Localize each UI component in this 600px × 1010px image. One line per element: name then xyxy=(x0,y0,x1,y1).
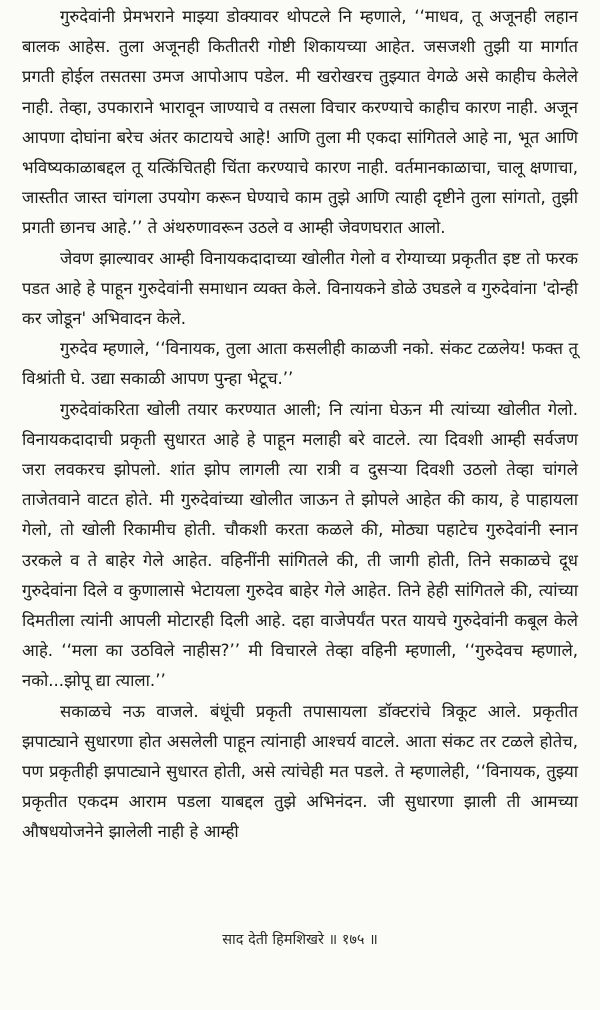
page-footer: साद देती हिमशिखरे ॥ १७५ ॥ xyxy=(222,932,378,948)
paragraph-2: जेवण झाल्यावर आम्ही विनायकदादाच्या खोलीत गेलो व रोग्याच्या प्रकृतीत इष्ट तो फरक पडत आहे हे पाहून गुरुदेवांनी समाधान व्यक्त केले. विनायकने डोळे उघडले व गुरुदेवांना 'दोन्ही कर जोडून' अभिवादन केले. xyxy=(22,248,578,329)
paragraph-4: गुरुदेवांकरिता खोली तयार करण्यात आली; नि त्यांना घेऊन मी त्यांच्या खोलीत गेलो. विनायकदादाची प्रकृती सुधारत आहे हे पाहून मलाही बरे वाटले. त्या दिवशी आम्ही सर्वजण जरा लवकरच झोपलो. शांत झोप लागली त्या रात्री व दुसऱ्या दिवशी उठलो तेव्हा चांगले ताजेतवाने वाटत होते. मी गुरुदेवांच्या खोलीत जाऊन ते झोपले आहेत की काय, हे पाहायला गेलो, तो खोली रिकामीच होती. चौकशी करता कळले की, मोठ्या पहाटेच गुरुदेवांनी स्नान उरकले व ते बाहेर गेले आहेत. वहिनींनी सांगितले की, ती जागी होती, तिने सकाळचे दूध गुरुदेवांना दिले व कुणालासे भेटायला गुरुदेव बाहेर गेले आहेत. तिने हेही सांगितले की, त्यांच्या दिमतीला त्यांनी आपली मोटारही दिली आहे. दहा वाजेपर्यंत परत यायचे गुरुदेवांनी कबूल केले आहे. ‘‘मला का उठविले नाहीस?’’ मी विचारले तेव्हा वहिनी म्हणाली, ‘‘गुरुदेवच म्हणाले, नको...झोपू द्या त्याला.’’ xyxy=(22,399,578,691)
paragraph-5: सकाळचे नऊ वाजले. बंधूंची प्रकृती तपासायला डॉक्टरांचे त्रिकूट आले. प्रकृतीत झपाट्याने सुधारणा होत असलेली पाहून त्यांनाही आश्चर्य वाटले. आता संकट तर टळले होतेच, पण प्रकृतीही झपाट्याने सुधारत होती, असे त्यांचेही मत पडले. ते म्हणालेही, ‘‘विनायक, तुझ्या प्रकृतीत एकदम आराम पडला याबद्दल तुझे अभिनंदन. जी सुधारणा झाली ती आमच्या औषधयोजनेने झालेली नाही हे आम्ही xyxy=(22,701,578,842)
paragraph-3: गुरुदेव म्हणाले, ‘‘विनायक, तुला आता कसलीही काळजी नको. संकट टळलेय! फक्त तू विश्रांती घे. उद्या सकाळी आपण पुन्हा भेटूच.’’ xyxy=(22,339,578,389)
body-text xyxy=(22,2,578,848)
paragraph-1: गुरुदेवांनी प्रेमभराने माझ्या डोक्यावर थोपटले नि म्हणाले, ‘‘माधव, तू अजूनही लहान बालक आहेस. तुला अजूनही कितीतरी गोष्टी शिकायच्या आहेत. जसजशी तुझी या मार्गात प्रगती होईल तसतसा उमज आपोआप पडेल. मी खरोखरच तुझ्यात वेगळे असे काहीच केलेले नाही. तेव्हा, उपकाराने भारावून जाण्याचे व तसला विचार करण्याचे काहीच कारण नाही. अजून आपणा दोघांना बरेच अंतर काटायचे आहे! आणि तुला मी एकदा सांगितले आहे ना, भूत आणि भविष्यकाळाबद्दल तू यत्किंचितही चिंता करण्याचे कारण नाही. वर्तमानकाळाचा, चालू क्षणाचा, जास्तीत जास्त चांगला उपयोग करून घेण्याचे काम तुझे आणि त्याही दृष्टीने तुला सांगतो, तुझी प्रगती छानच आहे.’’ ते अंथरुणावरून उठले व आम्ही जेवणघरात आलो. xyxy=(22,7,578,238)
